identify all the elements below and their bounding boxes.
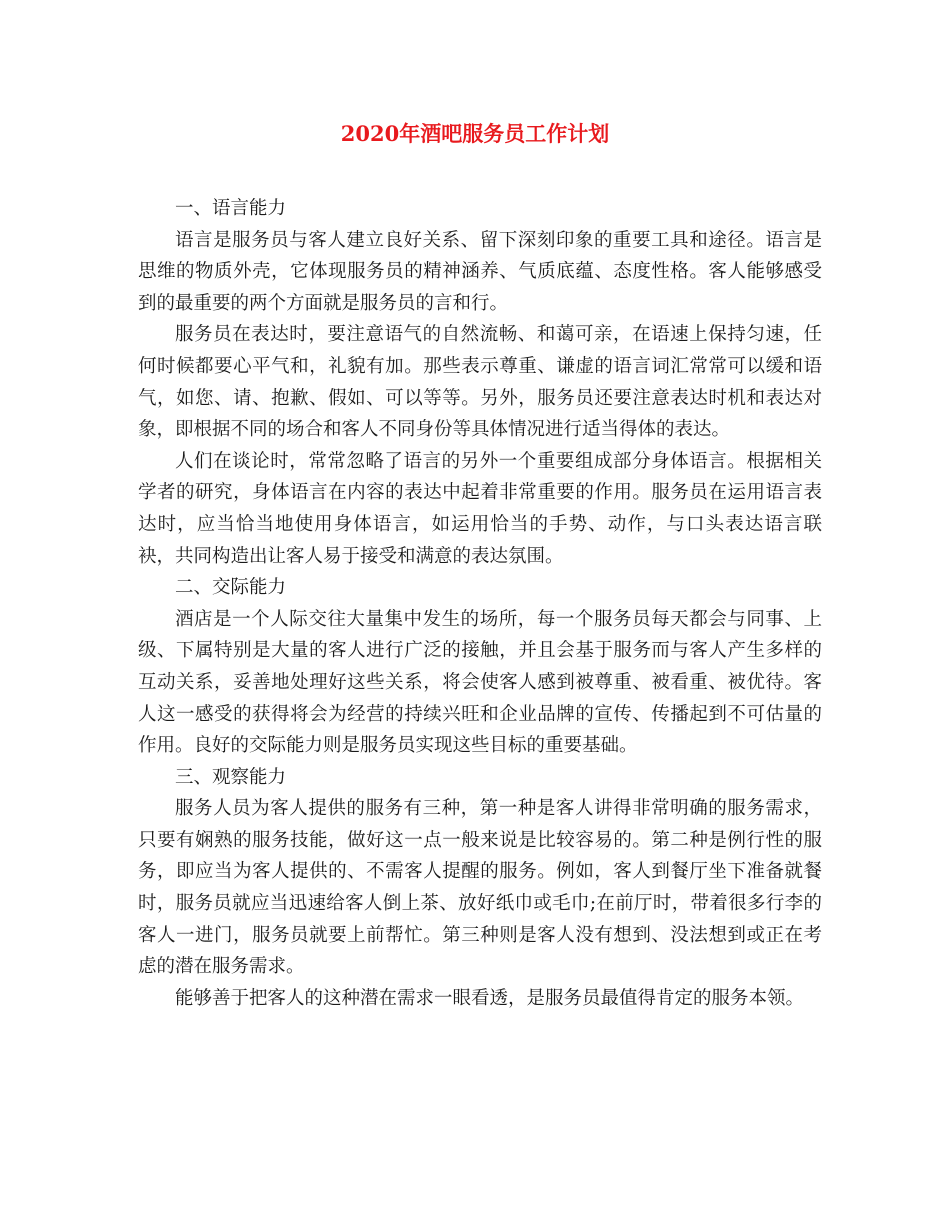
body-paragraph: 能够善于把客人的这种潜在需求一眼看透，是服务员最值得肯定的服务本领。 <box>175 987 805 1009</box>
body-paragraph: 酒店是一个人际交往大量集中发生的场所，每一个服务员每天都会与同事、上级、下属特别是大量的客人进行广泛的接触，并且会基于服务而与客人产生多样的互动关系，妥善地处理好这些关系，将会使客人感到被尊重、被看重、被优待。客人这一感受的获得将会为经营的持续兴旺和企业品牌的宣传、传播起到不可估量的作用。良好的交际能力则是服务员实现这些目标的重要基础。 <box>138 608 822 757</box>
section-heading-communication: 二、交际能力 <box>175 577 287 599</box>
body-paragraph: 人们在谈论时，常常忽略了语言的另外一个重要组成部分身体语言。根据相关学者的研究，身体语言在内容的表达中起着非常重要的作用。服务员在运用语言表达时，应当恰当地使用身体语言，如运用恰当的手势、动作，与口头表达语言联袂，共同构造出让客人易于接受和满意的表达氛围。 <box>138 450 822 567</box>
body-paragraph: 服务员在表达时，要注意语气的自然流畅、和蔼可亲，在语速上保持匀速，任何时候都要心平气和，礼貌有加。那些表示尊重、谦虚的语言词汇常常可以缓和语气，如您、请、抱歉、假如、可以等等。另外，服务员还要注意表达时机和表达对象，即根据不同的场合和客人不同身份等具体情况进行适当得体的表达。 <box>138 324 822 441</box>
body-paragraph: 服务人员为客人提供的服务有三种，第一种是客人讲得非常明确的服务需求，只要有娴熟的服务技能，做好这一点一般来说是比较容易的。第二种是例行性的服务，即应当为客人提供的、不需客人提醒的服务。例如，客人到餐厅坐下准备就餐时，服务员就应当迅速给客人倒上茶、放好纸巾或毛巾;在前厅时，带着很多行李的客人一进门，服务员就要上前帮忙。第三种则是客人没有想到、没法想到或正在考虑的潜在服务需求。 <box>138 798 822 978</box>
section-heading-observation: 三、观察能力 <box>175 766 287 788</box>
document-body <box>138 193 822 1014</box>
document-title: 2020年酒吧服务员工作计划 <box>340 121 610 146</box>
section-heading-language: 一、语言能力 <box>175 198 287 219</box>
body-paragraph: 语言是服务员与客人建立良好关系、留下深刻印象的重要工具和途径。语言是思维的物质外壳，它体现服务员的精神涵养、气质底蕴、态度性格。客人能够感受到的最重要的两个方面就是服务员的言和行。 <box>138 229 822 314</box>
